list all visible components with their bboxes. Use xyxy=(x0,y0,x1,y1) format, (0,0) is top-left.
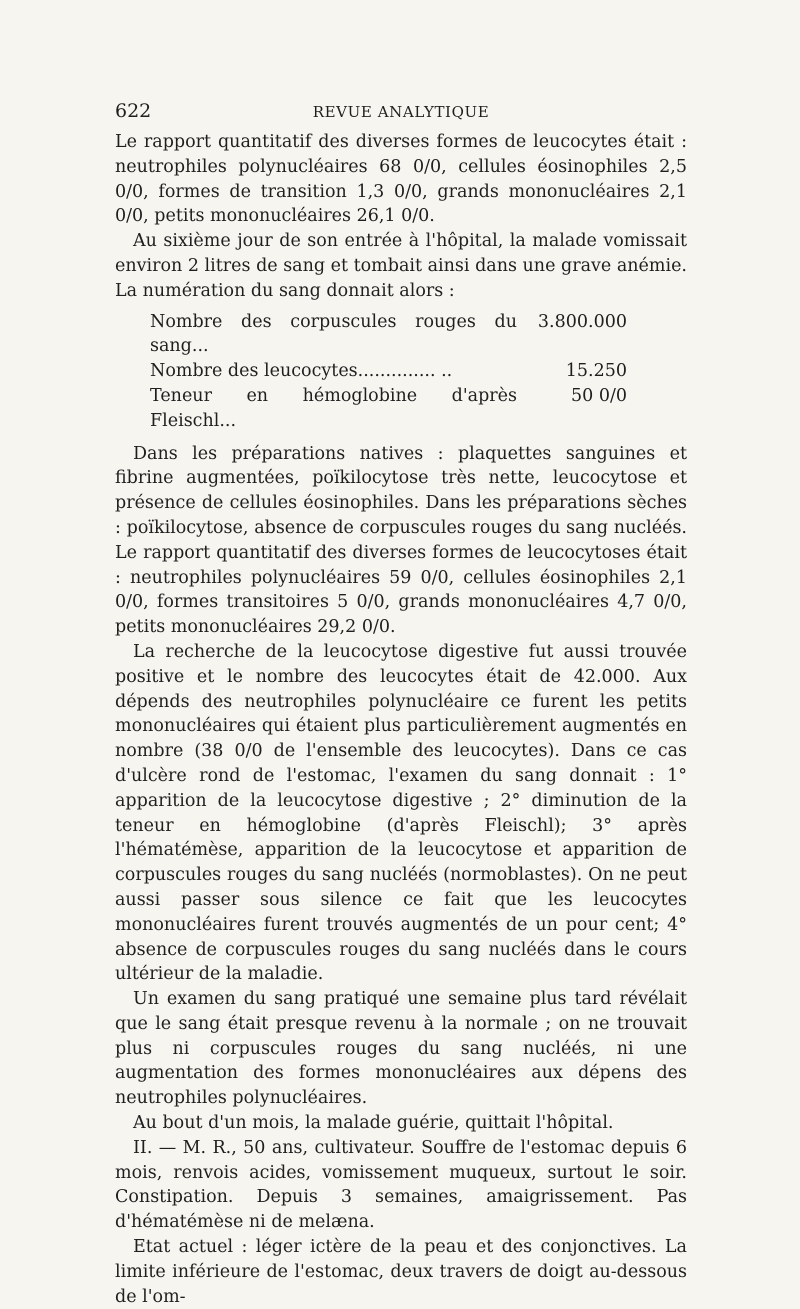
blood-count-value: 15.250 xyxy=(565,361,627,382)
blood-count-label: Teneur en hémoglobine d'après Fleischl... xyxy=(150,385,517,431)
blood-count-row xyxy=(150,359,627,384)
blood-count-label: Nombre des leucocytes.............. .. xyxy=(150,361,453,382)
paragraph: Le rapport quantitatif des diverses formes de leucocytes était : neutrophiles polynucléaires 68 0/0, cellules éosinophiles 2,5 0/0, formes de transition 1,3 0/0, grands mononucléaires 2,1 0/0, petits mononucléaires 26,1 0/0. xyxy=(115,132,687,227)
blood-count-value: 50 0/0 xyxy=(571,385,627,406)
blood-count-row xyxy=(150,310,627,360)
paragraph: Etat actuel : léger ictère de la peau et des conjonctives. La limite inférieure de l'estomac, deux travers de doigt au-dessous de l'om- xyxy=(115,1237,687,1307)
blood-count-table xyxy=(150,310,627,434)
blood-count-label: Nombre des corpuscules rouges du sang... xyxy=(150,311,517,357)
paragraph: Au sixième jour de son entrée à l'hôpital, la malade vomissait environ 2 litres de sang et tombait ainsi dans une grave anémie. La numération du sang donnait alors : xyxy=(115,231,687,301)
paragraph: Dans les préparations natives : plaquettes sanguines et fibrine augmentées, poïkilocytose très nette, leucocytose et présence de cellules éosinophiles. Dans les préparations sèches : poïkilocytose, absence de corpuscules rouges du sang nucléés. Le rapport quantitatif des diverses formes de leucocytoses était : neutrophiles polynucléaires 59 0/0, cellules éosinophiles 2,1 0/0, formes transitoires 5 0/0, grands mononucléaires 4,7 0/0, petits mononucléaires 29,2 0/0. xyxy=(115,443,687,638)
paragraph: La recherche de la leucocytose digestive fut aussi trouvée positive et le nombre des leucocytes était de 42.000. Aux dépends des neutrophiles polynucléaire ce furent les petits mononucléaires qui étaient plus particulièrement augmentés en nombre (38 0/0 de l'ensemble des leucocytes). Dans ce cas d'ulcère rond de l'estomac, l'examen du sang donnait : 1° apparition de la leucocytose digestive ; 2° diminution de la teneur en hémoglobine (d'après Fleischl); 3° après l'hématémèse, apparition de la leucocytose et apparition de corpuscules rouges du sang nucléés (normoblastes). On ne peut aussi passer sous silence ce fait que les leucocytes mononucléaires furent trouvés augmentés de un pour cent; 4° absence de corpuscules rouges du sang nucléés dans le cours ultérieur de la maladie. xyxy=(115,641,687,985)
paragraph: Un examen du sang pratiqué une semaine plus tard révélait que le sang était presque revenu à la normale ; on ne trouvait plus ni corpuscules rouges du sang nucléés, ni une augmentation des formes mononucléaires aux dépens des neutrophiles polynucléaires. xyxy=(115,989,687,1109)
page-number: 622 xyxy=(115,100,152,122)
running-title: REVUE ANALYTIQUE xyxy=(312,103,490,121)
paragraph: II. — M. R., 50 ans, cultivateur. Souffre de l'estomac depuis 6 mois, renvois acides, vomissement muqueux, surtout le soir. Constipation. Depuis 3 semaines, amaigrissement. Pas d'hématémèse ni de melæna. xyxy=(115,1137,687,1233)
page-body xyxy=(115,130,687,1309)
blood-count-row xyxy=(150,384,627,434)
blood-count-value: 3.800.000 xyxy=(537,311,627,332)
page-header xyxy=(115,100,687,126)
paragraph: Au bout d'un mois, la malade guérie, quittait l'hôpital. xyxy=(133,1113,614,1134)
